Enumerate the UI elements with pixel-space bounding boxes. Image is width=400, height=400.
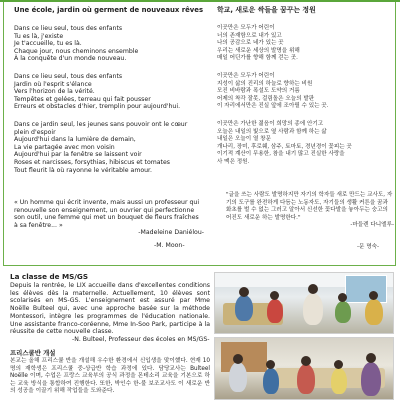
french-stanza-2 [14,73,204,111]
poem-line: 나의 공감으로 네가 있는 곳 [217,40,284,47]
poem-box [3,2,396,266]
classroom-photo-2 [214,337,394,400]
poem-line: 오늘은 내일의 빛으로 옆 사람과 함께 하는 삶 [217,128,327,135]
french-signature: -M. Moon- [154,242,185,249]
poem-line: Aujourd'hui dans la lumière de demain, [14,136,136,144]
french-quote [14,199,204,237]
poem-line: 이곳만은 모두가 어린이 [217,72,275,79]
poem-line: 이기적 계산이 무용한, 참을 내기 많고 진실한 사랑을 [217,151,345,158]
poem-line: Tu es là, j'existe [14,32,64,40]
poem-line: Vers l'horizon de la vérité. [14,88,95,96]
poem-line: 우리는 새로운 세상의 발명을 위해 [217,47,300,54]
poem-line: Roses et narcisses, forsythias, hibiscus et tomates [14,158,171,166]
french-stanza-3 [14,121,204,174]
poem-line: À la conquête d'un monde nouveau. [14,55,127,63]
poem-line: Dans ce lieu seul, tous des enfants [14,72,123,80]
korean-quote-attribution: -마들렌 다니엘루- [350,222,394,229]
poem-line: Chaque jour, nous cheminons ensemble [14,47,139,55]
korean-stanza-1 [217,25,397,63]
poem-line: 개나리, 장미, 후로췌, 삼주, 토마토, 경년경이 꽃피는 곳 [217,143,352,150]
korean-signature: -문 명숙- [357,244,380,250]
poem-line: Je t'accueille, tu es là. [14,40,82,48]
korean-section-title: 프리스쿨반 개설 [10,349,56,357]
poem-line: Tempêtes et gelées, terreau qui fait pousser [14,95,151,103]
poem-line: Dans ce lieu seul, tous des enfants [14,25,123,32]
french-quote-text: « Un homme qui écrit invente, mais aussi un professeur qui renouvelle son enseignement, un ouvrier qui perfectionne son outil, une femme qui met un bouquet de fleurs fraîches à sa fenêtre... » [14,199,200,229]
korean-quote [226,192,394,230]
poem-line: 사 맥은 정원. [217,158,250,165]
section-attribution: -N. Bulteel, Professeur des écoles en MS/GS- [72,336,210,343]
korean-poem [217,6,397,167]
poem-line: Aujourd'hui par la fenêtre se laissent voir [14,151,142,159]
poem-line: La vie partagée avec mon voisin [14,143,115,151]
poem-line: 이곳만은 모두가 어린이 [217,25,275,31]
poem-line: plein d'espoir [14,128,56,136]
poem-line: Dans ce jardin seul, les jeunes sans pouvoir ont le cœur [14,120,188,128]
poem-line: 어제의 착각 잘못, 걸림돌은 오늘의 발판 [217,95,315,102]
korean-quote-text: "글을 쓰는 사람도 발명하지만 자기의 학자들 새로 만드는 교사도, 자기의 도구를 완전하게 다듬는 노동자도, 자기들의 생활 커튼을 꿈과 화초를 벌 수 없는 그러고 알아서 신선한 꽃다발을 놓아두는 숭고의 어진도 새로운 하는 발명한다." [226,192,393,221]
korean-stanza-2 [217,73,397,111]
poem-line: 매일 어딘가를 향해 함께 걷는 곳. [217,55,298,62]
french-quote-attribution: -Madeleine Daniélou- [138,229,204,237]
poem-line: 너의 존재함으로 내가 있고 [217,32,282,39]
poem-line: 모진 비바람과 폭설도 도약의 거름 [217,88,300,95]
poem-line: 이 자리에서만은 진실 앞에 조아릴 수 있는 곳. [217,103,329,110]
poem-line: 지성이 삶의 진리의 하늘로 향하는 비원 [217,80,313,87]
korean-stanza-3 [217,121,397,167]
poem-line: 이곳만은 가난한 젊음이 희망의 종에 안기고 [217,120,324,127]
poem-line: 내일은 오늘이 열 창문 [217,136,271,143]
section-body: Depuis la rentrée, le LIX accueille dans d'excellentes conditions les élèves dès la maternelle. Actuellement, 10 élèves sont scolarisés en MS-GS. L'enseignement est assuré par Mme Noëlle Bulteel qui, avec une approche basée sur la méthode Montessori, intègre les programmes de l'éducation nationale. Une assistante franco-coréenne, Mme In-Soo Park, participe à la réussite de cette nouvelle classe. [10,282,210,336]
korean-poem-title: 학교, 새로운 싹들을 꿈꾸는 정원 [217,6,316,14]
poem-line: Tout fleurit là où rayonne le véritable amour. [14,166,152,174]
poem-line: Erreurs et obstacles d'hier, tremplin pour aujourd'hui. [14,103,181,111]
korean-section-body: 본교는 올해 프리스쿨 반을 개설해 우수한 환경에서 신입생을 맞이했다. 현재 10명의 재학생은 프리스쿨 중-상급반 학습 과정에 있다. 담당교사는 Bulteel Noëlle 이며, 수업은 프랑스 교육부의 공식 과정을 몬테소리 교육을 기본으로 하는 교육 방식을 통합하여 진행한다. 또한, 박인수 한-불 보조교사도 이 새로운 반의 성공을 이끌기 위해 작업들을 도와준다. [10,358,210,395]
poem-line: Jardin où l'esprit s'élance [14,80,92,88]
section-title: La classe de MS/GS [10,272,88,281]
french-poem [14,6,204,174]
french-stanza-1 [14,25,204,63]
classroom-photo-1 [214,272,394,334]
french-poem-title: Une école, jardin où germent de nouveaux rêves [14,6,204,14]
